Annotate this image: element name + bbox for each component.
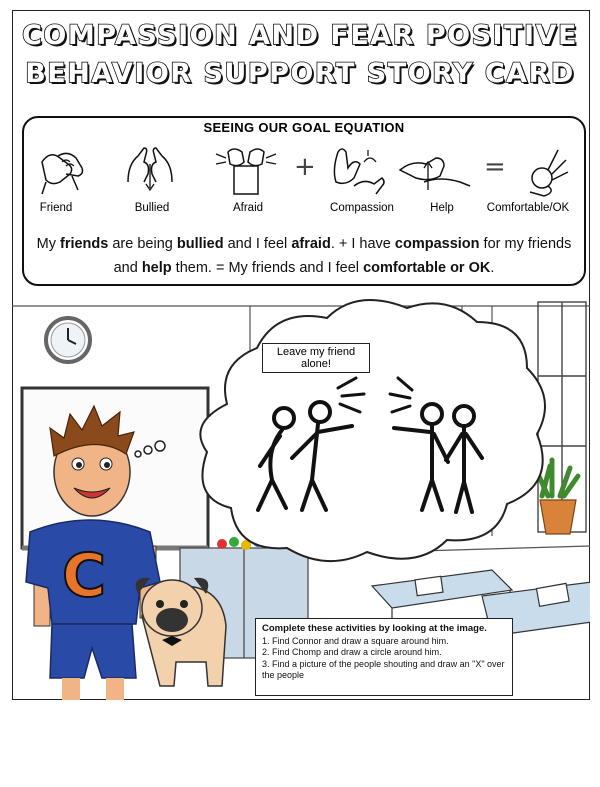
compassion-sign-icon xyxy=(324,142,390,198)
plus-operator: + xyxy=(294,152,316,182)
symbol-label-bullied: Bullied xyxy=(134,202,170,214)
symbol-label-afraid: Afraid xyxy=(232,202,264,214)
ok-sign-icon xyxy=(518,142,574,198)
activity-item: 2. Find Chomp and draw a circle around him. xyxy=(262,647,442,657)
activities-box xyxy=(255,618,513,696)
symbol-label-help: Help xyxy=(430,202,454,214)
equals-operator: = xyxy=(484,152,506,182)
card-title-line-2: BEHAVIOR SUPPORT STORY CARD xyxy=(25,58,575,89)
friend-sign-icon xyxy=(32,142,92,198)
potted-plant-icon xyxy=(538,460,578,534)
speech-label: Leave my friend alone! xyxy=(262,343,370,373)
goal-sentence: My friends are being bullied and I feel afraid. + I have compassion for my friends and help them. = My friends and I feel comfortable or OK. xyxy=(36,236,572,276)
shirt-letter: C xyxy=(62,541,107,611)
afraid-sign-icon xyxy=(214,142,278,198)
activities-heading: Complete these activities by looking at the image. xyxy=(262,623,487,634)
symbol-label-comfortable: Comfortable/OK xyxy=(486,202,570,214)
card-title-line-1: COMPASSION AND FEAR POSITIVE xyxy=(22,20,578,51)
activity-item: 1. Find Connor and draw a square around him. xyxy=(262,635,449,646)
symbol-label-compassion: Compassion xyxy=(330,202,394,214)
activity-item: 3. Find a picture of the people shouting and draw an "X" over the people xyxy=(262,658,505,680)
wall-clock-icon xyxy=(46,318,90,362)
goal-equation-heading: SEEING OUR GOAL EQUATION xyxy=(203,120,405,135)
goal-equation-box xyxy=(22,116,586,286)
symbol-label-friend: Friend xyxy=(39,202,73,214)
help-sign-icon xyxy=(394,142,474,198)
bullied-sign-icon xyxy=(120,142,180,198)
connor-shorts xyxy=(50,624,136,678)
